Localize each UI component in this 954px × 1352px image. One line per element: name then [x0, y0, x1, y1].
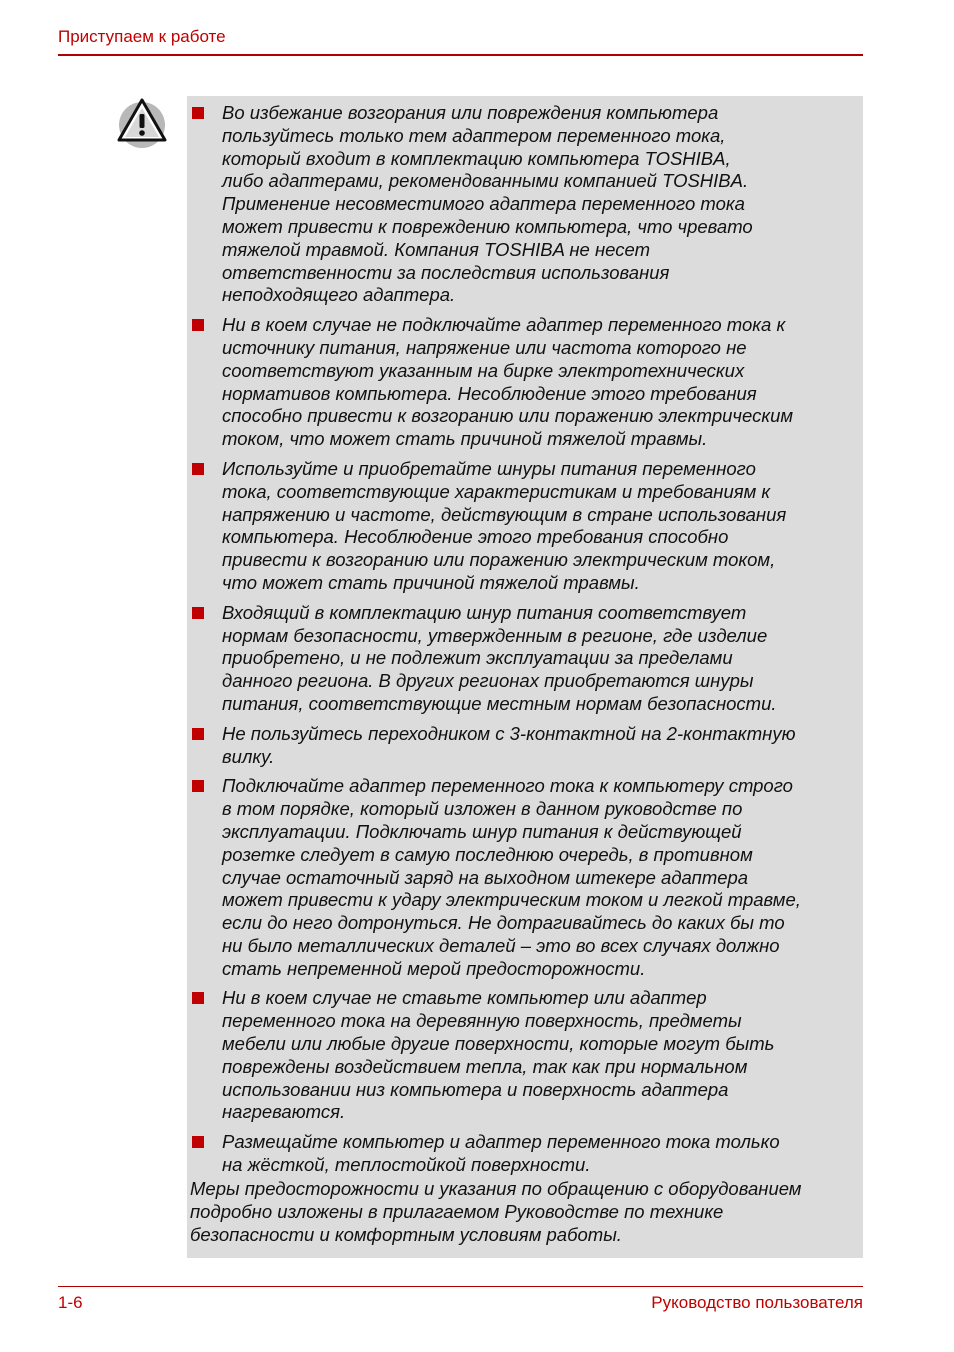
bullet-square-icon — [192, 463, 204, 475]
list-item-text: Используйте и приобретайте шнуры питания переменного тока, соответствующие характеристикам и требованиям к напряжению и частоте, действующим в стране использования компьютера. Несоблюдение этого требования способно привести к возгоранию или поражению электрическим током, что может стать причиной тяжелой травмы. — [222, 457, 787, 593]
list-item-text: Ни в коем случае не ставьте компьютер или адаптер переменного тока на деревянную поверхность, предметы мебели или любые другие поверхности, которые могут быть повреждены воздействием тепла, так как при нормальном использовании низ компьютера и поверхность адаптера нагреваются. — [222, 987, 775, 1123]
warning-triangle-icon — [116, 96, 168, 148]
closing-note: Меры предосторожности и указания по обращению с оборудованием подробно изложены в прилагаемом Руководстве по технике безопасности и комфортным условиям работы. — [190, 1178, 802, 1245]
footer-title: Руководство пользователя — [651, 1293, 863, 1312]
list-item-text: Не пользуйтесь переходником с 3-контактной на 2-контактную вилку. — [222, 722, 796, 767]
list-item-text: Во избежание возгорания или повреждения компьютера пользуйтесь только тем адаптером переменного тока, который входит в комплектацию компьютера TOSHIBA, либо адаптерами, рекомендованными компанией TOSHIBA. Применение несовместимого адаптера переменного тока может привести к повреждению компьютера, что чревато тяжелой травмой. Компания TOSHIBA не несет ответственности за последствия использования неподходящего адаптера. — [222, 102, 753, 306]
list-item-text: Размещайте компьютер и адаптер переменного тока только на жёсткой, теплостойкой поверхности. — [222, 1131, 780, 1176]
list-item-text: Входящий в комплектацию шнур питания соответствует нормам безопасности, утвержденным в регионе, где изделие приобретено, и не подлежит эксплуатации за пределами данного региона. В других регионах приобретаются шнуры питания, соответствующие местным нормам безопасности. — [222, 601, 777, 714]
bullet-square-icon — [192, 319, 204, 331]
bullet-square-icon — [192, 992, 204, 1004]
list-item-text: Ни в коем случае не подключайте адаптер переменного тока к источнику питания, напряжение или частота которого не соответствуют указанным на бирке электротехнических нормативов компьютера. Несоблюдение этого требования способно привести к возгоранию или поражению электрическим током, что может стать причиной тяжелой травмы. — [222, 314, 794, 450]
bullet-square-icon — [192, 780, 204, 792]
footer-divider — [58, 1286, 863, 1287]
bullet-square-icon — [192, 728, 204, 740]
list-item — [187, 314, 863, 451]
list-item — [187, 987, 863, 1124]
list-item-text: Подключайте адаптер переменного тока к компьютеру строго в том порядке, который изложен в данном руководстве по эксплуатации. Подключать шнур питания к действующей розетке следует в самую последнюю очередь, в противном случае остаточный заряд на выходном штекере адаптера может привести к удару электрическим током и легкой травме, если до него дотронуться. Не дотрагивайтесь до каких бы то ни было металлических деталей – это во всех случаях должно стать непременной мерой предосторожности. — [222, 775, 801, 979]
list-item — [187, 458, 863, 595]
warning-note-box — [187, 96, 863, 1258]
header-divider — [58, 54, 863, 56]
list-item — [187, 602, 863, 716]
list-item — [187, 723, 863, 769]
bullet-square-icon — [192, 607, 204, 619]
list-item — [187, 102, 863, 307]
page-header-title: Приступаем к работе — [58, 27, 226, 46]
list-item — [187, 775, 863, 980]
bullet-square-icon — [192, 107, 204, 119]
page-number: 1-6 — [58, 1293, 83, 1312]
warning-list — [187, 102, 863, 1184]
bullet-square-icon — [192, 1136, 204, 1148]
list-item — [187, 1131, 863, 1177]
